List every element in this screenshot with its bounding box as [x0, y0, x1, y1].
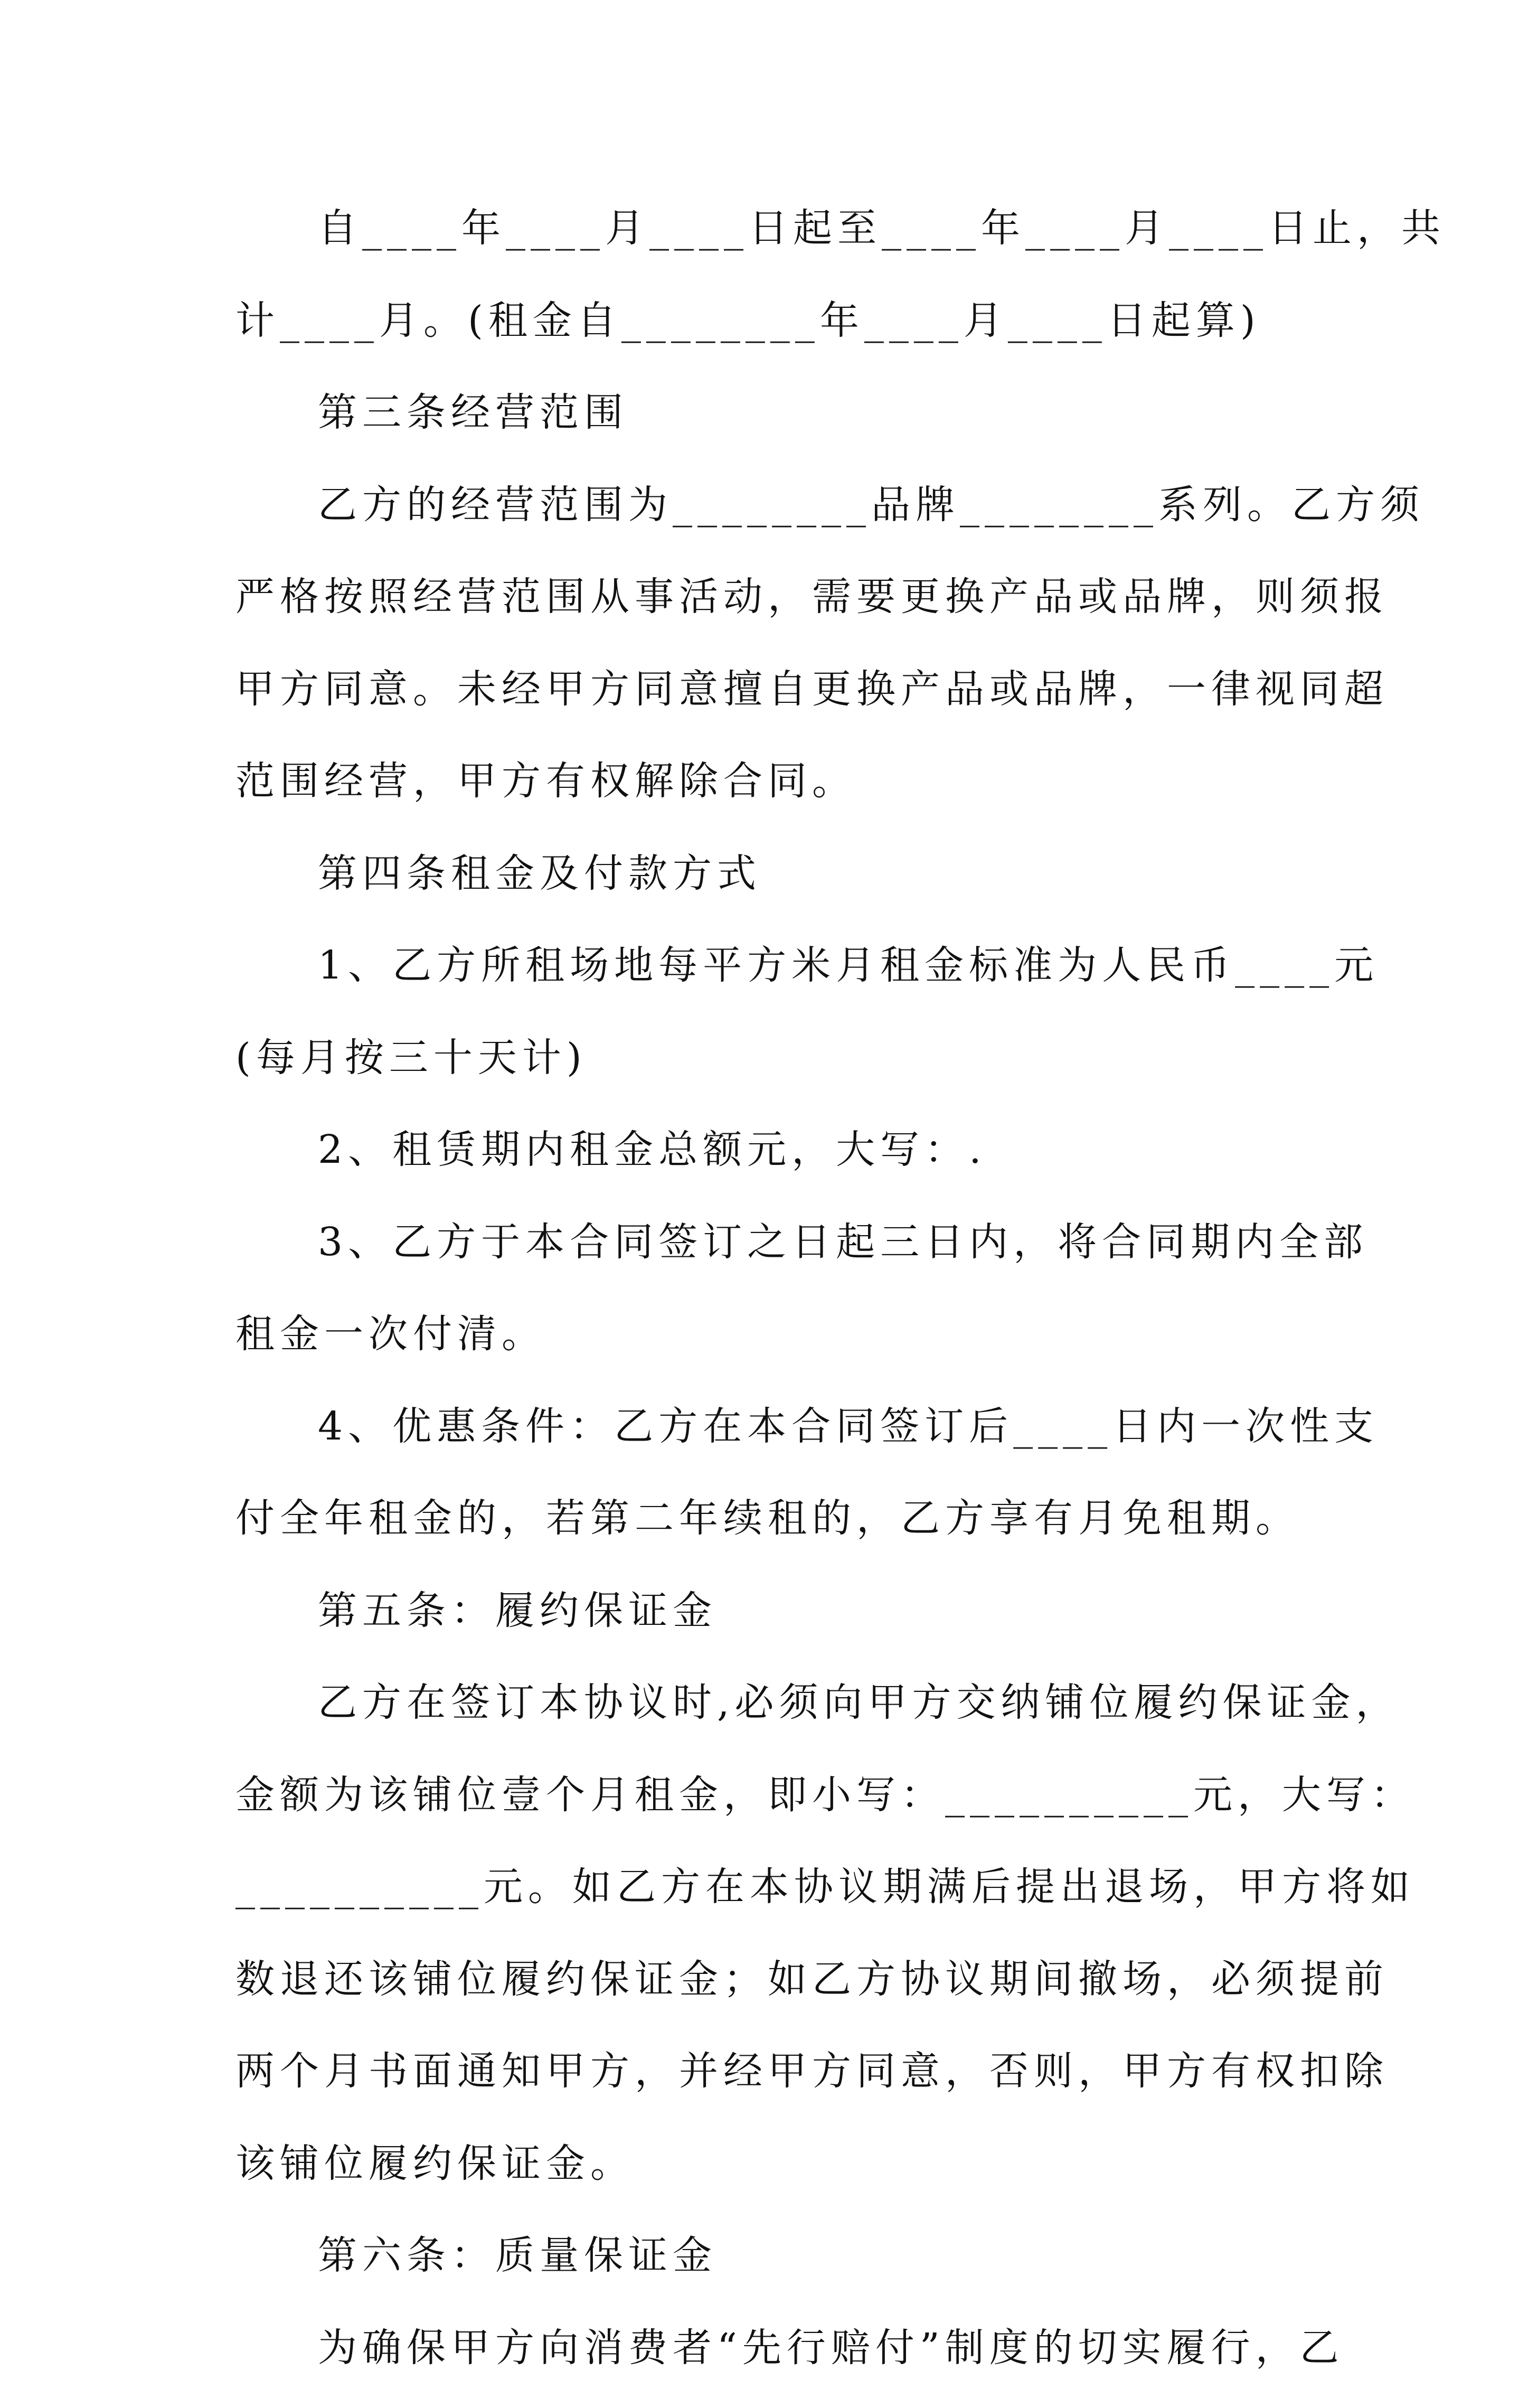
deposit-line-4: 数退还该铺位履约保证金；如乙方协议期间撤场，必须提前: [235, 1956, 1389, 2002]
article-4-title: 第四条租金及付款方式: [318, 851, 761, 896]
article-3-heading: [235, 381, 1307, 473]
line-lease-term-2: [235, 289, 1307, 381]
line-rent-total: [235, 1118, 1307, 1210]
lease-term-line-2: 计____月。(租金自________年____月____日起算): [235, 298, 1261, 343]
line-business-scope-2: [235, 565, 1307, 657]
rent-line-1: 1、乙方所租场地每平方米月租金标准为人民币____元: [318, 943, 1379, 988]
article-3-title: 第三条经营范围: [318, 390, 628, 435]
line-business-scope-3: [235, 657, 1307, 750]
line-lease-term-1: [235, 196, 1307, 289]
article-6-heading: [235, 2224, 1307, 2316]
business-scope-line-2: 严格按照经营范围从事活动，需要更换产品或品牌，则须报: [235, 574, 1389, 619]
article-5-title: 第五条：履约保证金: [318, 1588, 717, 1633]
line-deposit-1: [235, 1671, 1307, 1763]
line-deposit-4: [235, 1948, 1307, 2040]
business-scope-line-4: 范围经营，甲方有权解除合同。: [235, 758, 856, 804]
line-deposit-5: [235, 2039, 1307, 2132]
article-6-title: 第六条：质量保证金: [318, 2233, 717, 2278]
line-discount-2: [235, 1487, 1307, 1579]
deposit-line-1: 乙方在签订本协议时,必须向甲方交纳铺位履约保证金，: [318, 1680, 1400, 1725]
discount-line-2: 付全年租金的，若第二年续租的，乙方享有月免租期。: [235, 1495, 1300, 1541]
line-discount-1: [235, 1395, 1307, 1487]
line-deposit-6: [235, 2132, 1307, 2224]
contract-text: [235, 196, 1307, 2408]
line-business-scope-4: [235, 749, 1307, 842]
business-scope-line-3: 甲方同意。未经甲方同意擅自更换产品或品牌，一律视同超: [235, 666, 1389, 712]
payment-line-2: 租金一次付清。: [235, 1311, 546, 1357]
deposit-line-5: 两个月书面通知甲方，并经甲方同意，否则，甲方有权扣除: [235, 2048, 1389, 2094]
line-deposit-2: [235, 1763, 1307, 1856]
discount-line-1: 4、优惠条件：乙方在本合同签订后____日内一次性支: [318, 1404, 1379, 1449]
line-deposit-3: [235, 1855, 1307, 1948]
rent-line-2: (每月按三十天计): [235, 1035, 587, 1080]
line-payment-2: [235, 1302, 1307, 1395]
deposit-line-3: __________元。如乙方在本协议期满后提出退场，甲方将如: [235, 1864, 1415, 1910]
article-4-heading: [235, 842, 1307, 934]
line-rent-1: [235, 934, 1307, 1026]
line-business-scope-1: [235, 473, 1307, 566]
business-scope-line-1: 乙方的经营范围为________品牌________系列。乙方须: [318, 482, 1425, 528]
line-rent-2: [235, 1026, 1307, 1118]
quality-deposit-line-1: 为确保甲方向消费者“先行赔付”制度的切实履行，乙: [318, 2325, 1344, 2371]
line-payment-1: [235, 1210, 1307, 1303]
article-5-heading: [235, 1579, 1307, 1671]
deposit-line-6: 该铺位履约保证金。: [235, 2141, 635, 2186]
line-quality-deposit-1: [235, 2316, 1307, 2408]
payment-line-1: 3、乙方于本合同签订之日起三日内，将合同期内全部: [318, 1219, 1368, 1265]
rent-total-line: 2、租赁期内租金总额元，大写：.: [318, 1127, 987, 1172]
lease-term-line-1: 自____年____月____日起至____年____月____日止，共: [318, 205, 1446, 251]
deposit-line-2: 金额为该铺位壹个月租金，即小写：__________元，大写：: [235, 1772, 1415, 1818]
